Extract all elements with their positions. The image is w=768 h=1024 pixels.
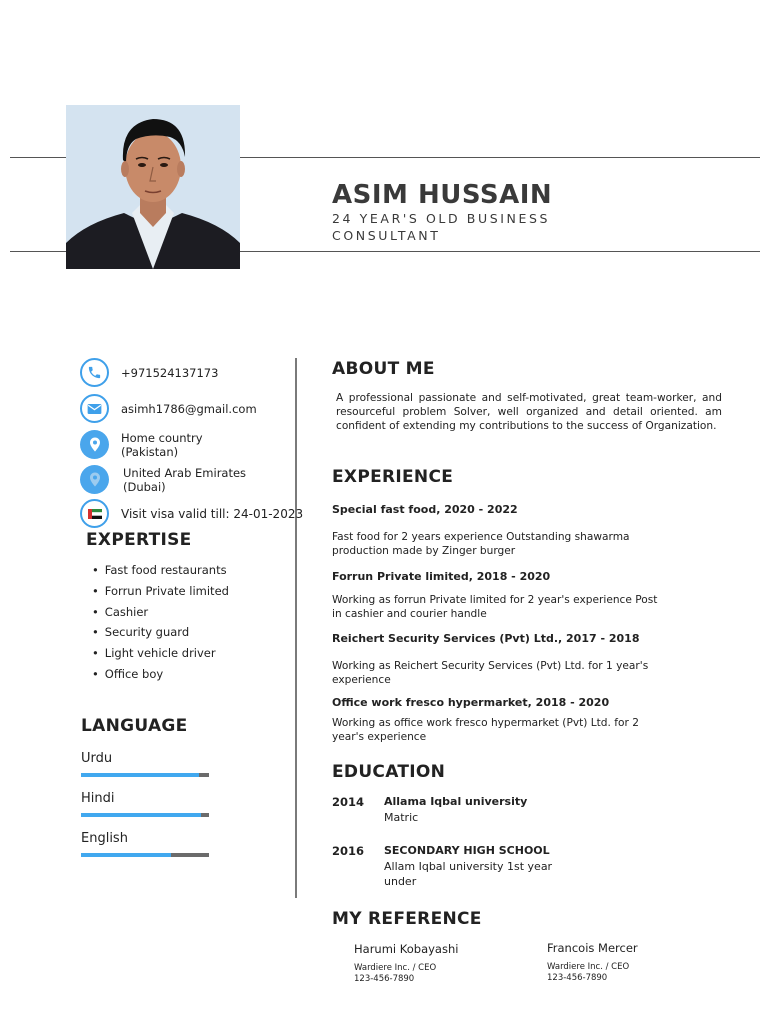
phone-icon — [80, 358, 109, 387]
list-item: • Security guard — [92, 622, 229, 643]
language-hindi — [81, 791, 211, 817]
language-name: English — [81, 831, 128, 846]
job-title: Reichert Security Services (Pvt) Ltd., 2017 - 2018 — [332, 632, 640, 645]
education-detail: Allam Iqbal university 1st year under — [384, 860, 553, 888]
email-icon — [80, 394, 109, 423]
about-title: ABOUT ME — [332, 359, 435, 379]
job-description: Fast food for 2 years experience Outstanding shawarma production made by Zinger burger — [332, 531, 630, 557]
reference-phone: 123-456-7890 — [354, 974, 415, 984]
column-divider — [295, 358, 297, 898]
list-item: • Forrun Private limited — [92, 581, 229, 602]
reference-name: Harumi Kobayashi — [354, 942, 459, 956]
reference-role: Wardiere Inc. / CEO — [547, 962, 630, 972]
language-name: Hindi — [81, 791, 115, 806]
list-item: • Cashier — [92, 602, 229, 623]
language-english — [81, 831, 211, 857]
education-detail: Matric — [384, 811, 419, 824]
about-text: A professional passionate and self-motivated, great team-worker, and resourceful problem Solver, well organized and detail oriented. am confident of extending my contributions to the success of Organization. — [336, 392, 722, 432]
home-country-text: Home country (Pakistan) — [121, 430, 203, 459]
visa-text: Visit visa valid till: 24-01-2023 — [121, 506, 304, 521]
reference-phone: 123-456-7890 — [547, 973, 608, 983]
job-description: Working as office work fresco hypermarket (Pvt) Ltd. for 2 year's experience — [332, 717, 639, 743]
job-title: Forrun Private limited, 2018 - 2020 — [332, 570, 551, 583]
contact-email — [80, 394, 257, 423]
reference-role: Wardiere Inc. / CEO — [354, 963, 437, 973]
job-description: Working as forrun Private limited for 2 year's experience Post in cashier and courier handle — [332, 594, 658, 620]
list-item: • Light vehicle driver — [92, 643, 229, 664]
education-school: Allama Iqbal university — [384, 795, 528, 808]
education-year: 2014 — [332, 795, 365, 809]
list-item: • Office boy — [92, 664, 229, 685]
language-bar — [81, 773, 209, 777]
education-year: 2016 — [332, 844, 365, 858]
job-description: Working as Reichert Security Services (Pvt) Ltd. for 1 year's experience — [332, 660, 649, 686]
contact-phone — [80, 358, 218, 387]
language-bar-fill — [81, 813, 201, 817]
reference-title: MY REFERENCE — [332, 909, 482, 929]
education-title: EDUCATION — [332, 762, 446, 782]
location-pin-icon — [80, 430, 109, 459]
language-bar — [81, 813, 209, 817]
language-title: LANGUAGE — [81, 716, 188, 736]
language-urdu — [81, 751, 211, 777]
current-location-text: United Arab Emirates (Dubai) — [123, 465, 247, 494]
job-title: Office work fresco hypermarket, 2018 - 2020 — [332, 696, 610, 709]
candidate-role: 24 YEAR'S OLD BUSINESS CONSULTANT — [332, 211, 551, 243]
language-bar-fill — [81, 773, 199, 777]
location-pin-icon — [80, 465, 109, 494]
phone-text: +971524137173 — [121, 365, 219, 380]
contact-current-location — [80, 465, 246, 494]
language-name: Urdu — [81, 751, 113, 766]
email-text: asimh1786@gmail.com — [121, 401, 257, 416]
contact-visa — [80, 499, 303, 528]
uae-flag-icon — [80, 499, 109, 528]
expertise-list — [92, 560, 229, 685]
language-bar-fill — [81, 853, 171, 857]
reference-name: Francois Mercer — [547, 941, 638, 955]
expertise-title: EXPERTISE — [86, 530, 192, 550]
language-bar — [81, 853, 209, 857]
list-item: • Fast food restaurants — [92, 560, 229, 581]
experience-title: EXPERIENCE — [332, 467, 454, 487]
candidate-name: ASIM HUSSAIN — [332, 180, 553, 210]
job-title: Special fast food, 2020 - 2022 — [332, 503, 518, 516]
reference-card — [354, 942, 514, 984]
reference-card — [547, 941, 707, 983]
contact-home-country — [80, 430, 203, 459]
education-school: SECONDARY HIGH SCHOOL — [384, 844, 550, 857]
profile-photo — [66, 105, 240, 269]
